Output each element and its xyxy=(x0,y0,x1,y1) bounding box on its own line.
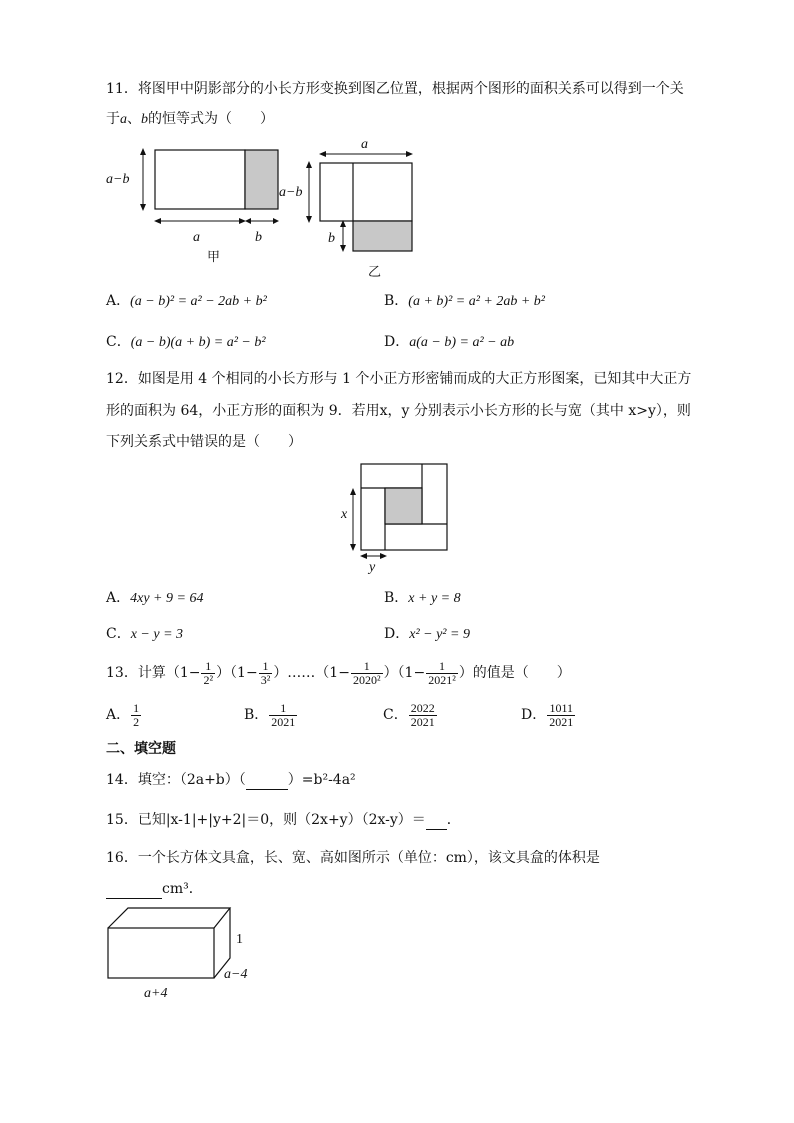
cuboid-label-width: a−4 xyxy=(224,967,248,982)
q11-line1: 11．将图甲中阴影部分的小长方形变换到图乙位置，根据两个图形的面积关系可以得到一个关 xyxy=(106,81,684,97)
q16-cuboid-figure xyxy=(100,900,290,1010)
jia-label-left: a−b xyxy=(106,172,130,187)
yi-label-top: a xyxy=(361,137,368,152)
yi-shaded-rect xyxy=(353,221,412,251)
jia-shaded-rect xyxy=(245,150,278,209)
q12-line1: 12．如图是用 4 个相同的小长方形与 1 个小正方形密铺而成的大正方形图案，已知其中大正方 xyxy=(106,371,692,387)
q11-option-c[interactable]: C．(a − b)(a + b) = a² − b² xyxy=(106,334,266,350)
jia-large-rect xyxy=(155,150,245,209)
q12-line3: 下列关系式中错误的是（ ） xyxy=(106,434,302,450)
q12-option-b[interactable]: B．x + y = 8 xyxy=(384,590,461,606)
q14-blank[interactable] xyxy=(246,771,288,790)
q12-line2: 形的面积为 64，小正方形的面积为 9．若用x，y 分别表示小长方形的长与宽（其中 x>y），则 xyxy=(106,403,691,419)
yi-label-left: a−b xyxy=(279,185,303,200)
q11-option-a[interactable]: A．(a − b)² = a² − 2ab + b² xyxy=(106,293,267,309)
cuboid-label-height: 1 xyxy=(236,932,243,947)
q12-option-d[interactable]: D．x² − y² = 9 xyxy=(384,626,470,642)
section-title: 二、填空题 xyxy=(106,741,176,757)
q13-option-b[interactable]: B． $\frac{1}{2021}$ xyxy=(244,700,296,729)
q14-stem: 14．填空：（2a+b）（ ）=b²-4a² xyxy=(106,772,356,788)
q16-line2: cm³． xyxy=(106,880,203,899)
jia-label-a: a xyxy=(193,230,200,245)
q11-option-d[interactable]: D．a(a − b) = a² − ab xyxy=(384,334,515,350)
cuboid-label-length: a+4 xyxy=(144,986,168,1001)
yi-label-b: b xyxy=(328,231,335,246)
yi-caption: 乙 xyxy=(368,265,382,280)
q13-stem: 13．计算（1− $\frac{1}{\text{2²}}$ ）（1− $\frac{1}{\text{3²}}$ ）……（1− $\frac{1}{\text{2020²}}$ ）（1− $\frac{1}{\text{2021²}}$ ）的值是（ ） xyxy=(106,658,571,687)
cuboid-front-face xyxy=(108,928,214,978)
q13-frac-1: $\frac{1}{\text{2²}}$ xyxy=(203,658,214,687)
q12-option-a[interactable]: A．4xy + 9 = 64 xyxy=(106,590,204,606)
q16-blank[interactable] xyxy=(106,880,162,899)
q12-label-x: x xyxy=(341,507,348,522)
jia-caption: 甲 xyxy=(207,250,221,265)
q13-frac-4: $\frac{1}{\text{2021²}}$ xyxy=(428,658,456,687)
q13-frac-2: $\frac{1}{\text{3²}}$ xyxy=(260,658,271,687)
q13-frac-3: $\frac{1}{\text{2020²}}$ xyxy=(352,658,381,687)
q13-option-c[interactable]: C． $\frac{2022}{2021}$ xyxy=(383,700,435,729)
q16-line1: 16．一个长方体文具盒，长、宽、高如图所示（单位：cm），该文具盒的体积是 xyxy=(106,850,600,866)
q12-figure xyxy=(336,462,456,582)
yi-top-rect xyxy=(320,163,412,221)
q15-stem: 15．已知|x-1|+|y+2|＝0，则（2x+y）（2x-y）＝ ． xyxy=(106,812,461,828)
q11-figure-jia xyxy=(100,140,303,270)
q13-option-a[interactable]: A． $\frac{1}{2}$ xyxy=(106,700,140,729)
jia-label-b: b xyxy=(255,230,262,245)
q11-line2: 于a、b的恒等式为（ ） xyxy=(106,111,274,127)
q13-option-d[interactable]: D． $\frac{1011}{2021}$ xyxy=(521,700,574,729)
q11-figure-yi xyxy=(278,130,438,280)
q11-option-b[interactable]: B．(a + b)² = a² + 2ab + b² xyxy=(384,293,546,309)
q12-option-c[interactable]: C．x − y = 3 xyxy=(106,626,184,642)
q15-blank[interactable] xyxy=(426,811,447,830)
q12-small-square xyxy=(385,488,422,524)
q12-label-y: y xyxy=(369,560,376,575)
